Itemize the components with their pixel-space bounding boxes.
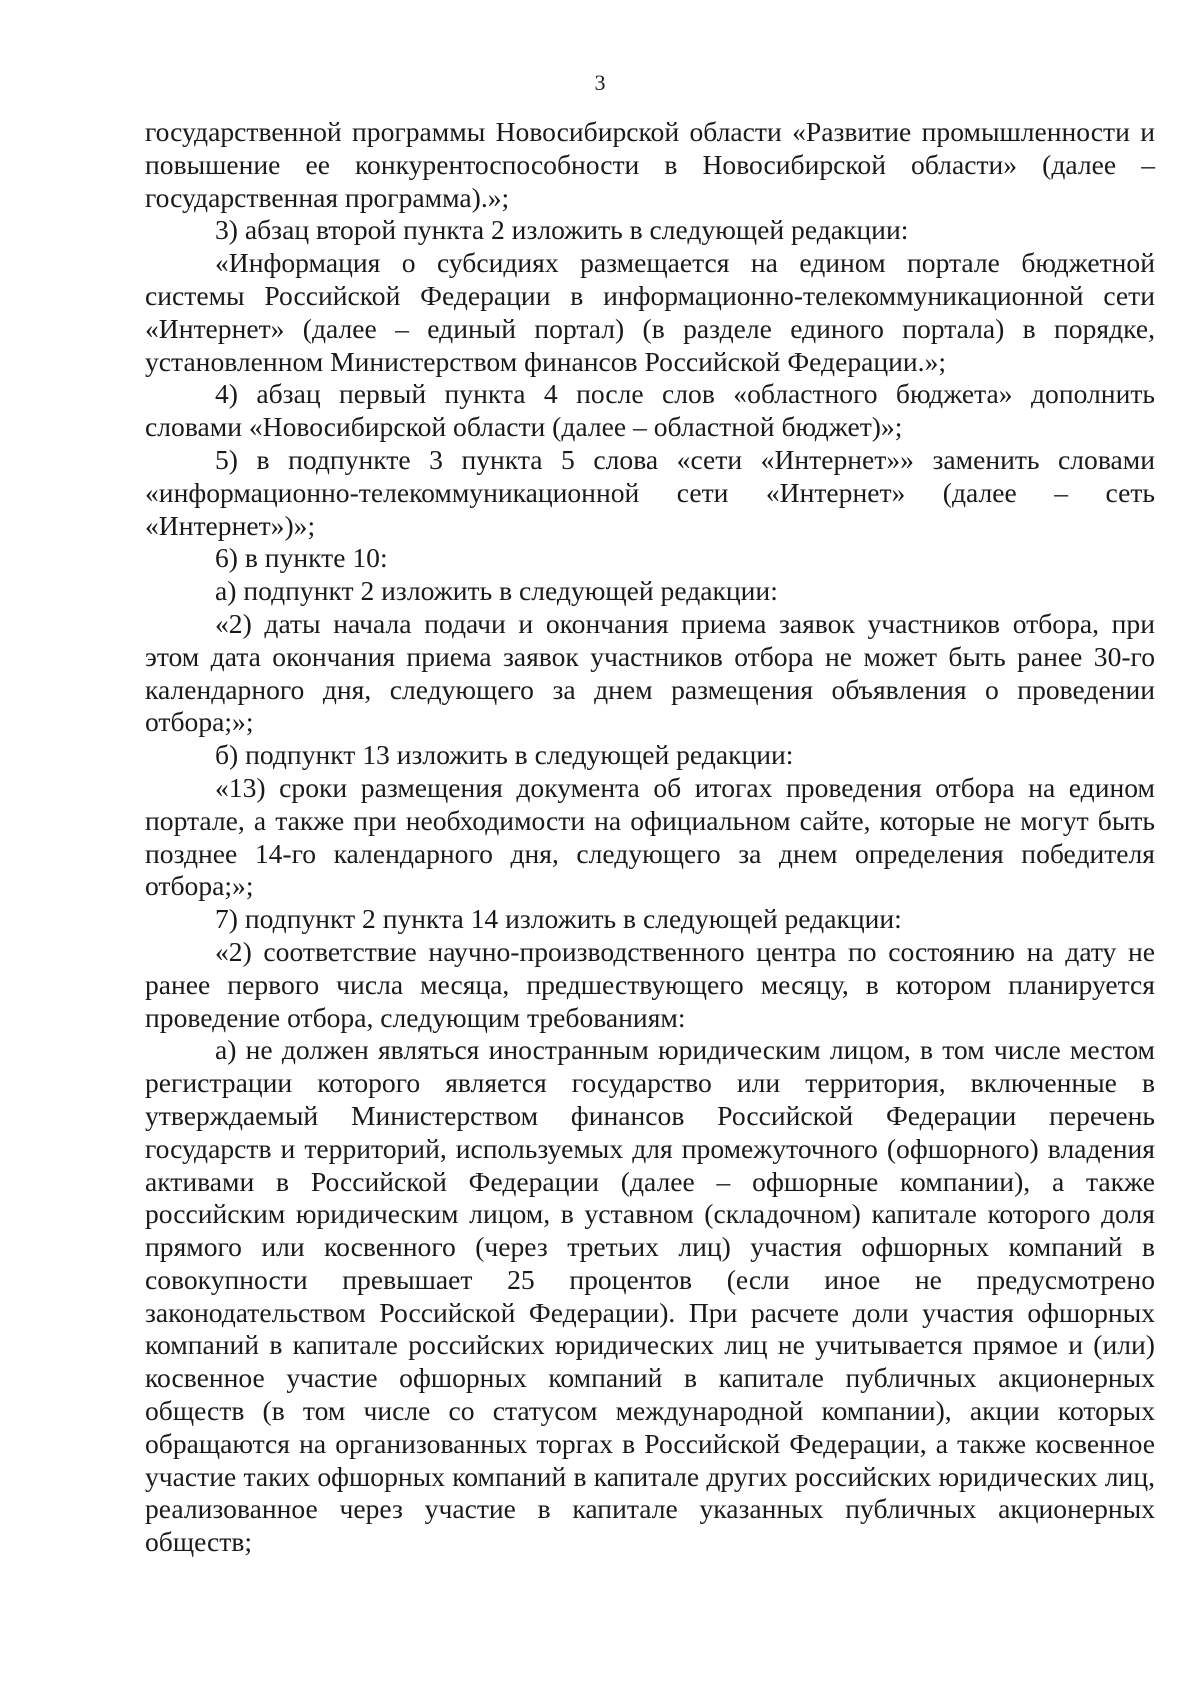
document-body [145,116,1155,1559]
paragraph-12: «2) соответствие научно-производственного центра по состоянию на дату не ранее первого числа месяца, предшествующего месяцу, в котором планируется проведение отбора, следующим требованиям: [145,935,1155,1033]
paragraph-7: а) подпункт 2 изложить в следующей редакции: [215,575,778,607]
paragraph-3: «Информация о субсидиях размещается на едином портале бюджетной системы Российской Федерации в информационно-телекоммуникационной сети «Интернет» (далее – единый портал) (в разделе единого портала) в порядке, установленном Министерством финансов Российской Федерации.»; [145,247,1155,377]
page-number: 3 [594,70,606,95]
paragraph-13: а) не должен являться иностранным юридическим лицом, в том числе местом регистрации которого является государство или территория, включенные в утверждаемый Министерством финансов Российской Федерации перечень государств и территорий, используемых для промежуточного (офшорного) владения активами в Российской Федерации (далее – офшорные компании), а также российским юридическим лицом, в уставном (складочном) капитале которого доля прямого или косвенного (через третьих лиц) участия офшорных компаний в совокупности превышает 25 процентов (если иное не предусмотрено законодательством Российской Федерации). При расчете доли участия офшорных компаний в капитале российских юридических лиц не учитывается прямое и (или) косвенное участие офшорных компаний в капитале публичных акционерных обществ (в том числе со статусом международной компании), акции которых обращаются на организованных торгах в Российской Федерации, а также косвенное участие таких офшорных компаний в капитале других российских юридических лиц, реализованное через участие в капитале указанных публичных акционерных обществ; [145,1034,1155,1558]
paragraph-1: государственной программы Новосибирской области «Развитие промышленности и повышение ее конкурентоспособности в Новосибирской области» (далее – государственная программа).»; [145,116,1155,213]
paragraph-8: «2) даты начала подачи и окончания приема заявок участников отбора, при этом дата окончания приема заявок участников отбора не может быть ранее 30-го календарного дня, следующего за днем размещения объявления о проведении отбора;»; [145,607,1155,738]
paragraph-9: б) подпункт 13 изложить в следующей редакции: [215,739,794,771]
paragraph-4: 4) абзац первый пункта 4 после слов «областного бюджета» дополнить словами «Новосибирской области (далее – областной бюджет)»; [145,378,1155,443]
paragraph-11: 7) подпункт 2 пункта 14 изложить в следующей редакции: [215,903,902,935]
paragraph-2: 3) абзац второй пункта 2 изложить в следующей редакции: [215,214,909,246]
paragraph-10: «13) сроки размещения документа об итогах проведения отбора на едином портале, а также при необходимости на официальном сайте, которые не могут быть позднее 14-го календарного дня, следующего за днем определения победителя отбора;»; [145,771,1155,902]
paragraph-6: 6) в пункте 10: [215,542,388,574]
paragraph-5: 5) в подпункте 3 пункта 5 слова «сети «Интернет»» заменить словами «информационно-телекоммуникационной сети «Интернет» (далее – сеть «Интернет»)»; [145,443,1155,541]
